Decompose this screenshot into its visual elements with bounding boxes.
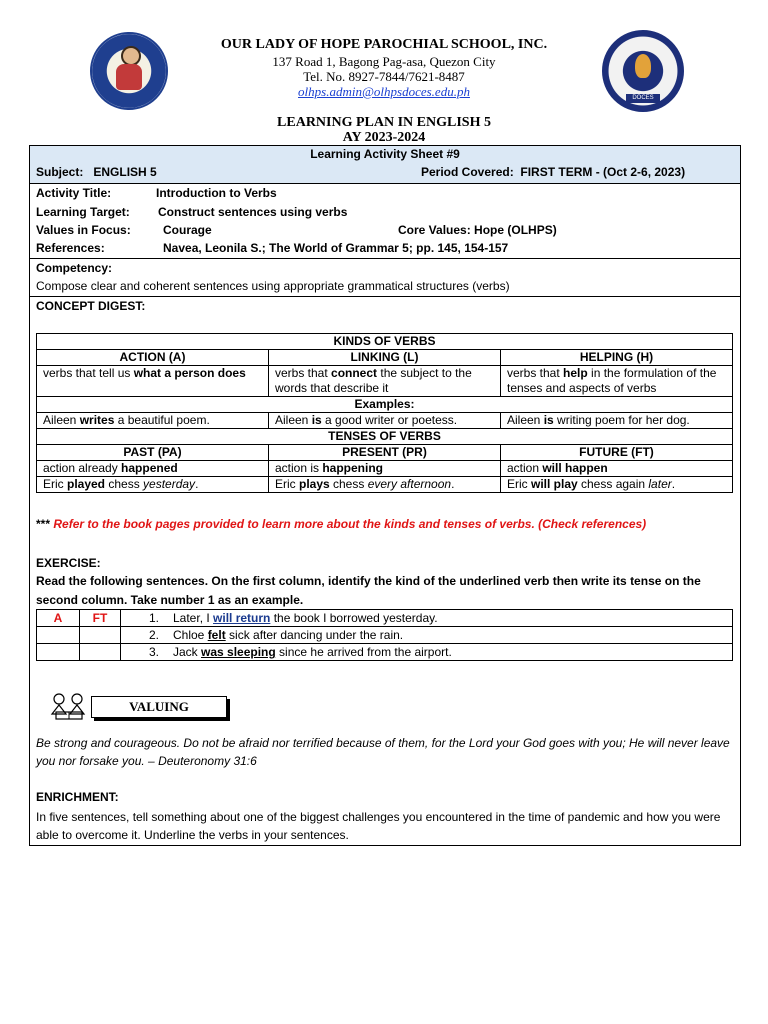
references: Navea, Leonila S.; The World of Grammar 5; pp. 145, 154-157 [163, 241, 509, 255]
example-helping: Aileen is writing poem for her dog. [500, 413, 732, 429]
plan-title: LEARNING PLAN IN ENGLISH 5 AY 2023-2024 [277, 115, 491, 145]
learning-target: Construct sentences using verbs [158, 205, 348, 219]
kinds-title: KINDS OF VERBS [37, 334, 733, 350]
example-action: Aileen writes a beautiful poem. [37, 413, 269, 429]
concept-digest-label: CONCEPT DIGEST: [36, 299, 146, 313]
valuing-header: VALUING [91, 696, 227, 718]
school-email-link[interactable]: olhps.admin@olhpsdoces.edu.ph [298, 84, 470, 99]
children-reading-icon [48, 692, 90, 722]
table-row [37, 644, 733, 661]
tense-future-def: action will happen [500, 461, 732, 477]
examples-title: Examples: [37, 397, 733, 413]
tense-future-header: FUTURE (FT) [500, 445, 732, 461]
exercise-instructions: Read the following sentences. On the first column, identify the kind of the underlined verb then write its tense on the second column. Take number 1 as an example. [36, 574, 701, 607]
values-in-focus: Courage [163, 223, 212, 237]
tense-past-example: Eric played chess yesterday. [37, 477, 269, 493]
reference-note: *** Refer to the book pages provided to learn more about the kinds and tenses of verbs. (Check references) [36, 517, 647, 531]
tenses-title: TENSES OF VERBS [37, 429, 733, 445]
table-row [37, 610, 733, 627]
tense-future-example: Eric will play chess again later. [500, 477, 732, 493]
sheet-title: Learning Activity Sheet #9 [310, 147, 460, 161]
tense-answer-1[interactable]: FT [80, 610, 121, 627]
activity-title: Introduction to Verbs [156, 186, 277, 200]
tense-present-header: PRESENT (PR) [268, 445, 500, 461]
example-linking: Aileen is a good writer or poetess. [268, 413, 500, 429]
kind-linking-header: LINKING (L) [268, 350, 500, 366]
tense-answer-3[interactable] [80, 644, 121, 661]
def-helping: verbs that help in the formulation of the tenses and aspects of verbs [500, 366, 732, 397]
def-linking: verbs that connect the subject to the words that describe it [268, 366, 500, 397]
tense-present-example: Eric plays chess every afternoon. [268, 477, 500, 493]
sentence-3: 3. Jack was sleeping since he arrived from the airport. [121, 644, 733, 661]
enrichment-label: ENRICHMENT: [36, 790, 119, 804]
def-action: verbs that tell us what a person does [37, 366, 269, 397]
divider [30, 296, 740, 297]
values-label: Values in Focus: [36, 223, 131, 237]
target-label: Learning Target: [36, 205, 130, 219]
exercise-table [36, 609, 733, 661]
tense-answer-2[interactable] [80, 627, 121, 644]
kind-answer-1[interactable]: A [37, 610, 80, 627]
competency-label: Competency: [36, 261, 113, 275]
references-label: References: [36, 241, 105, 255]
table-row [37, 627, 733, 644]
tense-present-def: action is happening [268, 461, 500, 477]
competency-text: Compose clear and coherent sentences using appropriate grammatical structures (verbs) [36, 279, 510, 293]
activity-label: Activity Title: [36, 186, 112, 200]
tense-past-def: action already happened [37, 461, 269, 477]
period-row: Period Covered: FIRST TERM - (Oct 2-6, 2023) [421, 165, 686, 179]
kind-helping-header: HELPING (H) [500, 350, 732, 366]
enrichment-text: In five sentences, tell something about one of the biggest challenges you encountered in the time of pandemic and how you were able to overcome it. Underline the verbs in your sentences. [36, 810, 721, 842]
school-tel: Tel. No. 8927-7844/7621-8487 [303, 69, 465, 84]
sentence-2: 2. Chloe felt sick after dancing under the rain. [121, 627, 733, 644]
valuing-quote: Be strong and courageous. Do not be afraid nor terrified because of them, for the Lord your God goes with you; He will never leave you nor forsake you. – Deuteronomy 31:6 [36, 736, 730, 768]
kind-action-header: ACTION (A) [37, 350, 269, 366]
sentence-1: 1. Later, I will return the book I borrowed yesterday. [121, 610, 733, 627]
school-logo-right: DOCES [602, 30, 684, 112]
school-name: OUR LADY OF HOPE PAROCHIAL SCHOOL, INC. [220, 37, 548, 52]
subject-row: Subject: ENGLISH 5 [36, 165, 157, 179]
school-address: 137 Road 1, Bagong Pag-asa, Quezon City [272, 54, 496, 69]
tense-past-header: PAST (PA) [37, 445, 269, 461]
divider [30, 258, 740, 259]
verbs-table [36, 333, 733, 493]
kind-answer-3[interactable] [37, 644, 80, 661]
kind-answer-2[interactable] [37, 627, 80, 644]
core-values: Core Values: Hope (OLHPS) [398, 223, 557, 237]
exercise-label: EXERCISE: [36, 556, 101, 570]
